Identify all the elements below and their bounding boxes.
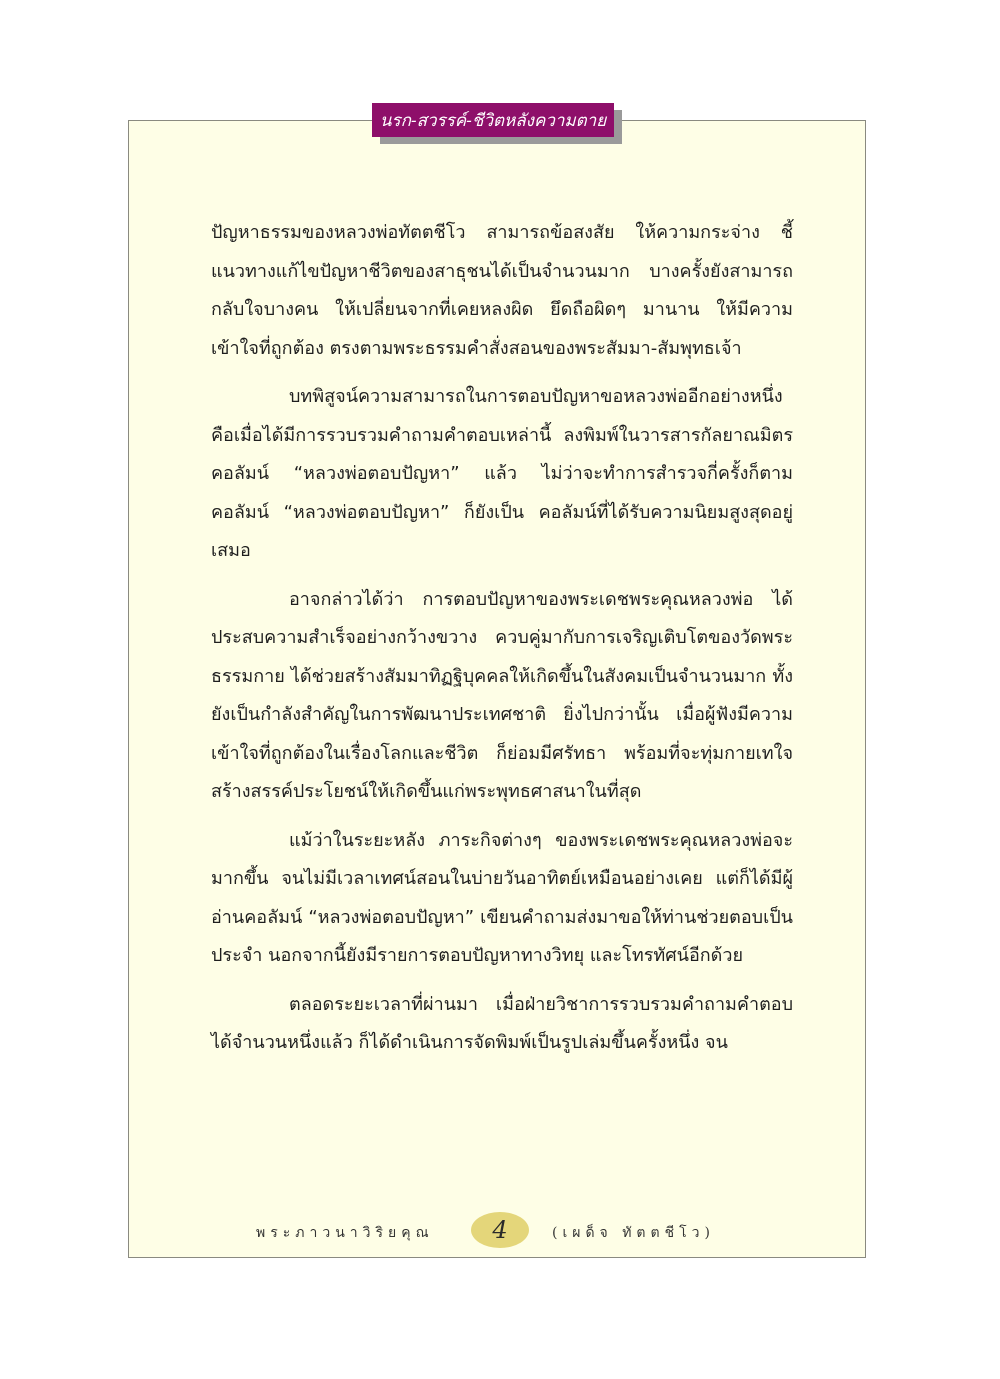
chapter-title: นรก-สวรรค์-ชีวิตหลังความตาย — [372, 103, 614, 137]
paragraph-4: แม้ว่าในระยะหลัง ภาระกิจต่างๆ ของพระเดชพระคุณหลวงพ่อจะมากขึ้น จนไม่มีเวลาเทศน์สอนในบ่ายวันอาทิตย์เหมือนอย่างเคย แต่ก็ได้มีผู้อ่านคอลัมน์ “หลวงพ่อตอบปัญหา” เขียนคำถามส่งมาขอให้ท่านช่วยตอบเป็นประจำ นอกจากนี้ยังมีรายการตอบปัญหาทางวิทยุ และโทรทัศน์อีกด้วย — [211, 829, 793, 966]
page-footer — [128, 1212, 866, 1252]
footer-author-title: พระภาวนาวิริยคุณ — [256, 1225, 434, 1241]
paragraph-5: ตลอดระยะเวลาที่ผ่านมา เมื่อฝ่ายวิชาการรวบรวมคำถามคำตอบได้จำนวนหนึ่งแล้ว ก็ได้ดำเนินการจัดพิมพ์เป็นรูปเล่มขึ้นครั้งหนึ่ง จน — [211, 993, 793, 1053]
footer-author-name: (เผด็จ ทัตตชีโว) — [552, 1225, 715, 1241]
page-number-badge — [471, 1212, 529, 1248]
paragraph-3: อาจกล่าวได้ว่า การตอบปัญหาของพระเดชพระคุณหลวงพ่อ ได้ประสบความสำเร็จอย่างกว้างขวาง ควบคู่มากับการเจริญเติบโตของวัดพระธรรมกาย ได้ช่วยสร้างสัมมาทิฏฐิบุคคลให้เกิดขึ้นในสังคมเป็นจำนวนมาก ทั้งยังเป็นกำลังสำคัญในการพัฒนาประเทศชาติ ยิ่งไปกว่านั้น เมื่อผู้ฟังมีความเข้าใจที่ถูกต้องในเรื่องโลกและชีวิต ก็ย่อมมีศรัทธา พร้อมที่จะทุ่มกายเทใจ สร้างสรรค์ประโยชน์ให้เกิดขึ้นแก่พระพุทธศาสนาในที่สุด — [211, 588, 793, 802]
paragraph-2: บทพิสูจน์ความสามารถในการตอบปัญหาขอหลวงพ่ออีกอย่างหนึ่ง คือเมื่อได้มีการรวบรวมคำถามคำตอบเหล่านี้ ลงพิมพ์ในวารสารกัลยาณมิตร คอลัมน์ “หลวงพ่อตอบปัญหา” แล้ว ไม่ว่าจะทำการสำรวจกี่ครั้งก็ตาม คอลัมน์ “หลวงพ่อตอบปัญหา” ก็ยังเป็น คอลัมน์ที่ได้รับความนิยมสูงสุดอยู่เสมอ — [211, 386, 793, 561]
body-text — [211, 214, 793, 1073]
page-number: 4 — [492, 1216, 508, 1244]
paragraph-1: ปัญหาธรรมของหลวงพ่อทัตตชีโว สามารถข้อสงสัย ให้ความกระจ่าง ชี้แนวทางแก้ไขปัญหาชีวิตของสาธุชนได้เป็นจำนวนมาก บางครั้งยังสามารถกลับใจบางคน ให้เปลี่ยนจากที่เคยหลงผิด ยึดถือผิดๆ มานาน ให้มีความเข้าใจที่ถูกต้อง ตรงตามพระธรรมคำสั่งสอนของพระสัมมา-สัมพุทธเจ้า — [211, 222, 793, 359]
